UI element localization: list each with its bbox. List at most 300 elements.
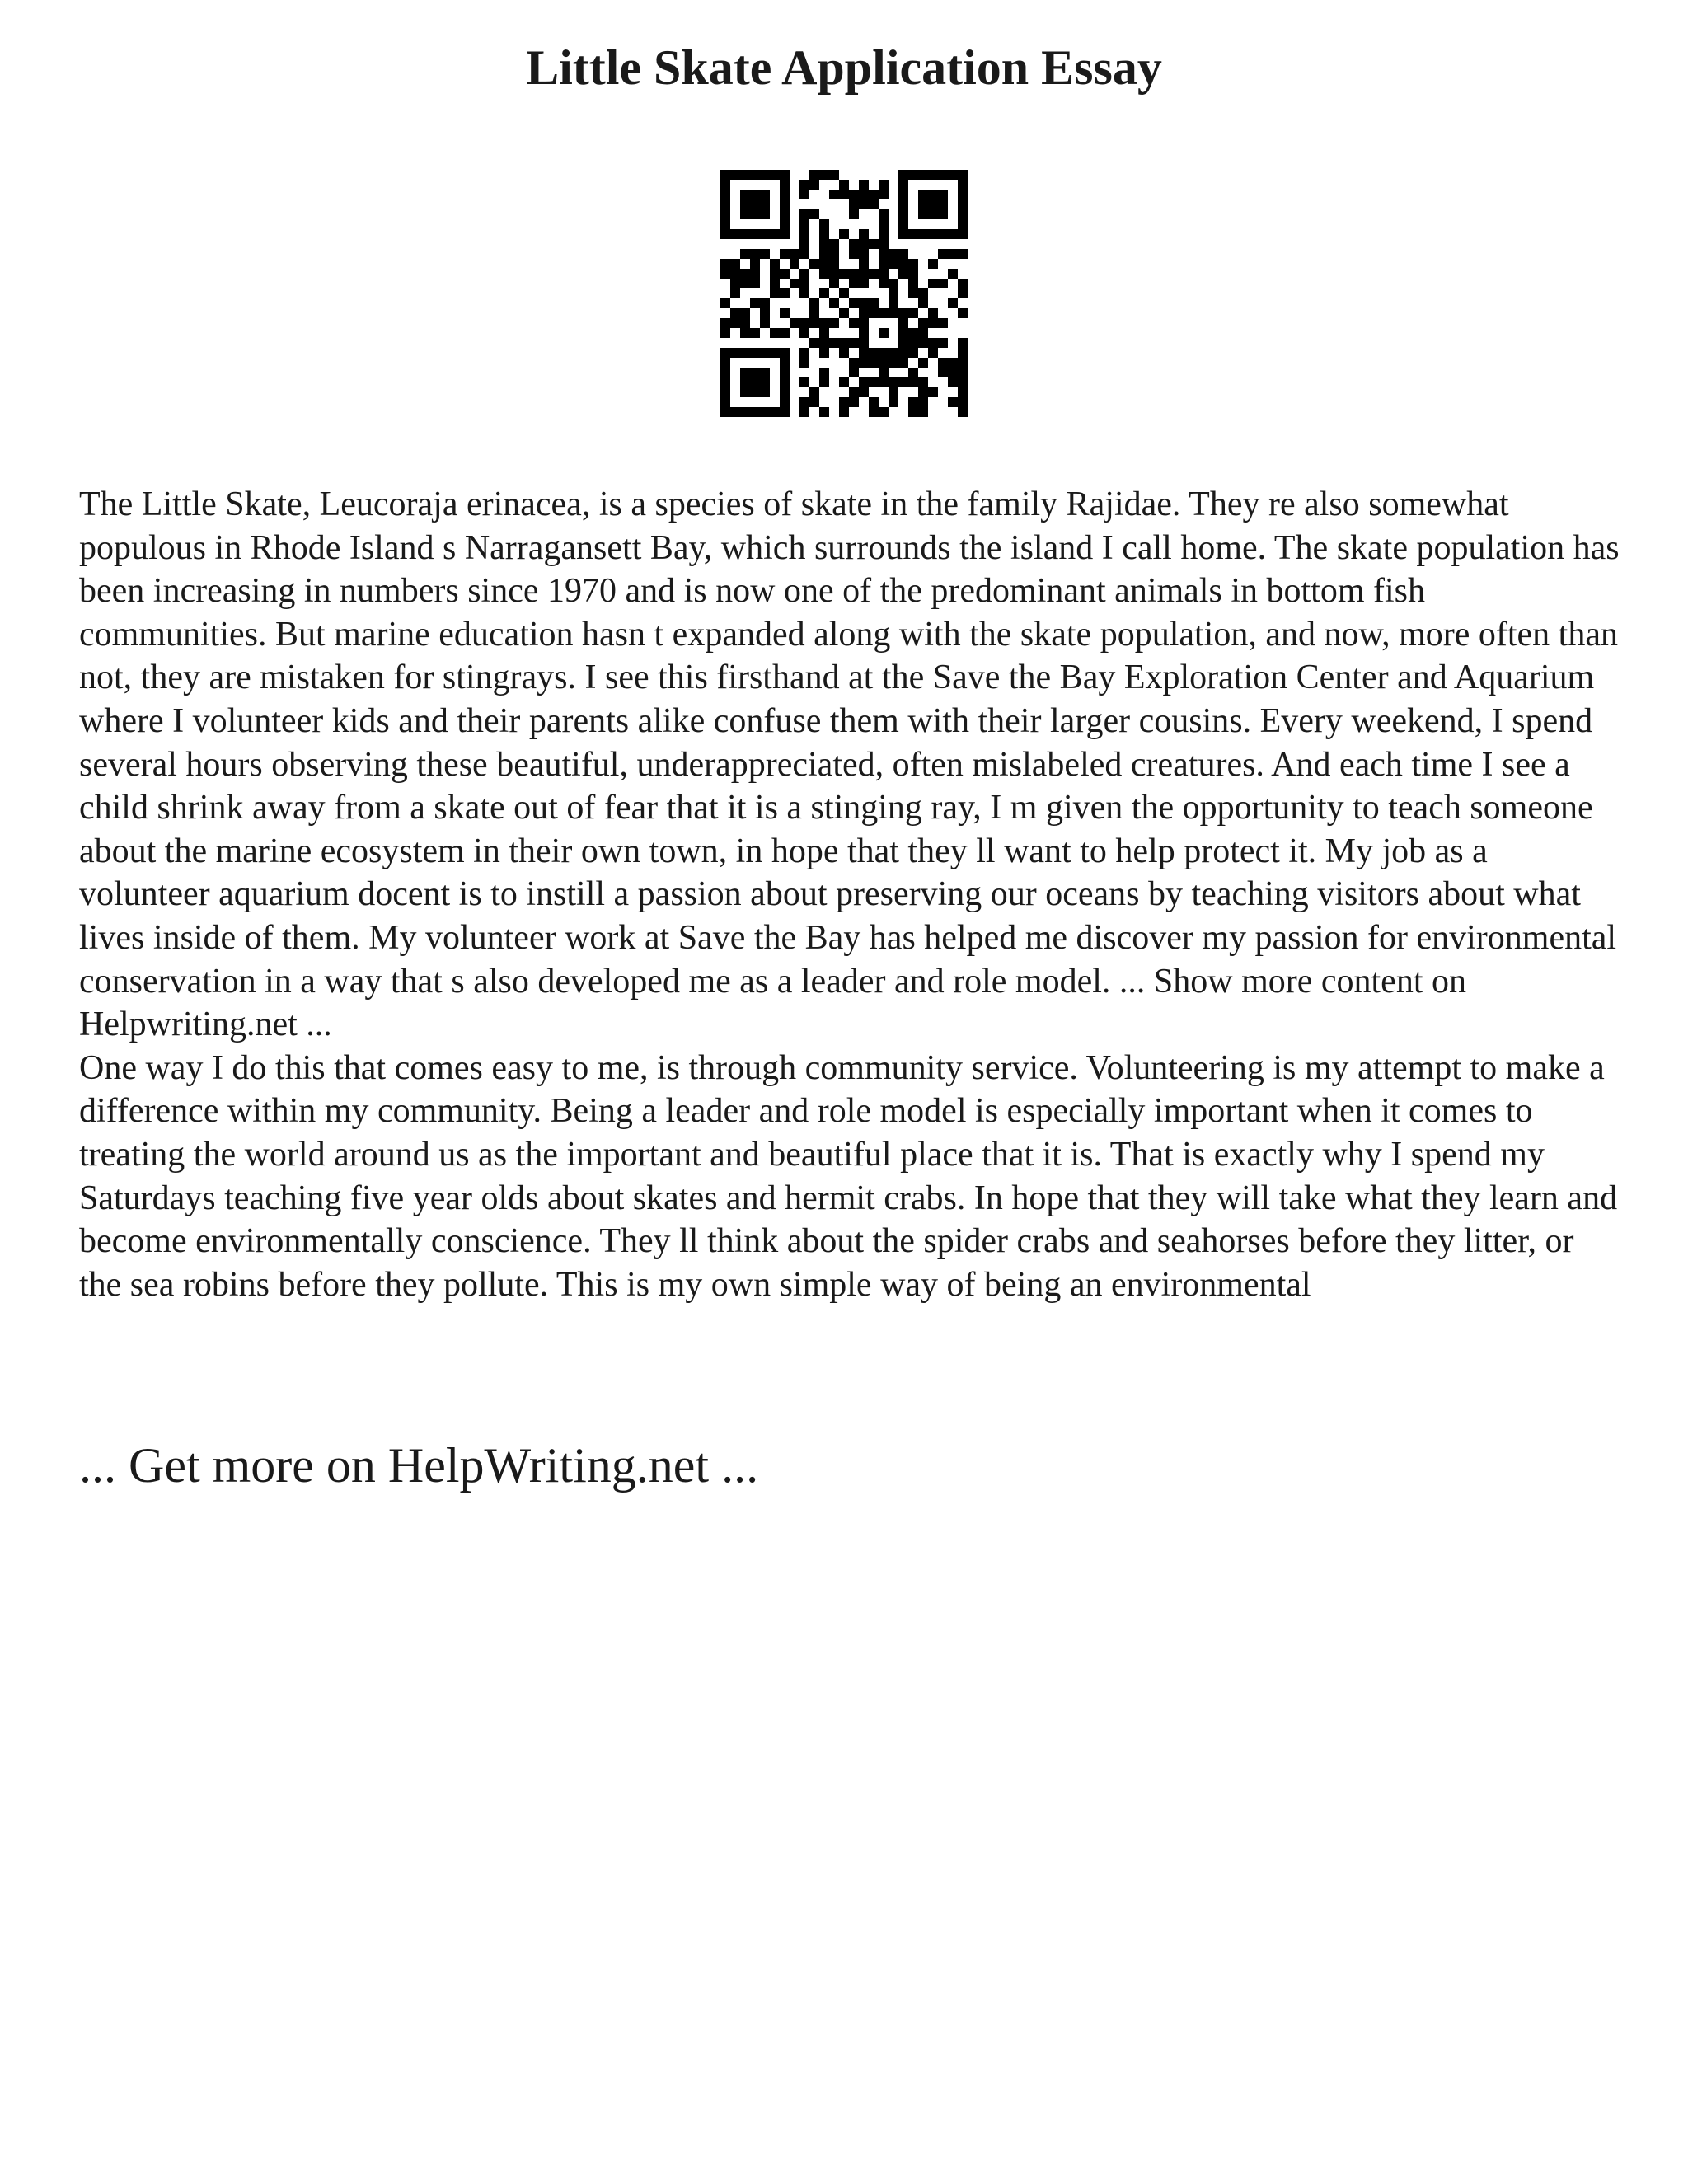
qr-module [948,269,958,279]
qr-module [780,170,790,180]
qr-module [918,377,928,387]
qr-module [938,209,948,219]
qr-module [740,377,750,387]
qr-module [918,229,928,239]
qr-module [720,219,730,229]
qr-module [908,229,918,239]
qr-module [799,279,809,288]
qr-module [799,229,809,239]
qr-module [720,348,730,358]
qr-module [809,338,819,348]
qr-module [908,348,918,358]
qr-module [809,298,819,308]
qr-module [730,259,740,269]
qr-module [720,407,730,417]
qr-module [898,259,908,269]
qr-module [869,397,879,407]
qr-module [770,229,780,239]
qr-module [750,348,760,358]
qr-module [819,170,829,180]
qr-module [859,199,869,209]
qr-module [819,229,829,239]
qr-module [918,209,928,219]
qr-module [809,209,819,219]
qr-module [770,170,780,180]
qr-module [849,358,859,368]
qr-module [819,348,829,358]
qr-module [780,358,790,368]
qr-module [799,377,809,387]
qr-module [908,170,918,180]
qr-module [859,249,869,259]
qr-module [859,377,869,387]
qr-module [829,190,839,199]
qr-module [750,199,760,209]
qr-module [869,298,879,308]
qr-module [869,239,879,249]
qr-module [908,377,918,387]
qr-module [799,348,809,358]
qr-module [829,269,839,279]
qr-module [720,259,730,269]
qr-module [760,368,770,377]
qr-module [918,298,928,308]
qr-module [938,318,948,328]
qr-module [819,377,829,387]
qr-module [938,199,948,209]
qr-module [948,249,958,259]
qr-module [839,229,849,239]
qr-module [720,387,730,397]
qr-module [809,387,819,397]
qr-module [879,180,889,190]
qr-module [908,279,918,288]
qr-module [898,318,908,328]
qr-module [829,170,839,180]
qr-module [958,249,968,259]
qr-module [879,328,889,338]
qr-module [799,249,809,259]
essay-paragraph-2: One way I do this that comes easy to me, is through community service. Volunteering is my attempt to make a difference within my community. Being a leader and role model is especially important when it comes to treating the world around us as the important and beautiful place that it is. That is exactly why I spend my Saturdays teaching five year olds about skates and hermit crabs. In hope that they will take what they learn and become environmentally conscience. They ll think about the spider crabs and seahorses before they litter, or the sea robins before they pollute. This is my own simple way of being an environmental [79,1048,1618,1304]
qr-module [849,190,859,199]
qr-module [859,269,869,279]
qr-module [740,170,750,180]
qr-module [829,249,839,259]
essay-body [79,483,1620,1306]
qr-module [898,348,908,358]
qr-module [859,190,869,199]
essay-paragraph-1: The Little Skate, Leucoraja erinacea, is a species of skate in the family Rajidae. They re also somewhat populous in Rhode Island s Narragansett Bay, which surrounds the island I call home. The skate population has been increasing in numbers since 1970 and is now one of the predominant animals in bottom fish communities. But marine education hasn t expanded along with the skate population, and now, more often than not, they are mistaken for stingrays. I see this firsthand at the Save the Bay Exploration Center and Aquarium where I volunteer kids and their parents alike confuse them with their larger cousins. Every weekend, I spend several hours observing these beautiful, underappreciated, often mislabeled creatures. And each time I see a child shrink away from a skate out of fear that it is a stinging ray, I m given the opportunity to teach someone about the marine ecosystem in their own town, in hope that they ll want to help protect it. My job as a volunteer aquarium docent is to instill a passion about preserving our oceans by teaching visitors about what lives inside of them. My volunteer work at Save the Bay has helped me discover my passion for environmental conservation in a way that s also developed me as a leader and role model. ... Show more content on Helpwriting.net ... [79,485,1620,1044]
qr-module [780,269,790,279]
qr-module [750,209,760,219]
qr-module [859,328,869,338]
qr-module [889,279,898,288]
qr-module [760,170,770,180]
qr-module [849,199,859,209]
qr-module [790,249,799,259]
qr-module [859,180,869,190]
qr-module [859,348,869,358]
qr-module [898,170,908,180]
qr-module [730,269,740,279]
qr-module [938,338,948,348]
qr-module [918,407,928,417]
qr-module [839,308,849,318]
qr-module [839,269,849,279]
qr-module [958,348,968,358]
qr-module [908,338,918,348]
qr-module [928,348,938,358]
qr-module [898,269,908,279]
qr-module [819,318,829,328]
qr-module [859,318,869,328]
qr-module [740,328,750,338]
qr-module [720,170,730,180]
qr-module [918,170,928,180]
qr-module [889,358,898,368]
qr-module [879,368,889,377]
qr-module [928,170,938,180]
qr-module [908,328,918,338]
qr-module [770,407,780,417]
qr-module [879,249,889,259]
qr-module [819,239,829,249]
qr-module [799,219,809,229]
qr-module [760,199,770,209]
document-title: Little Skate Application Essay [526,40,1162,95]
qr-module [790,318,799,328]
qr-module [938,279,948,288]
qr-module [760,249,770,259]
qr-module [829,259,839,269]
qr-module [760,308,770,318]
qr-module [898,229,908,239]
qr-module [780,368,790,377]
qr-module [740,318,750,328]
qr-module [928,318,938,328]
qr-module [889,348,898,358]
qr-module [760,190,770,199]
qr-module [750,259,760,269]
qr-module [849,298,859,308]
qr-module [958,368,968,377]
qr-module [938,190,948,199]
qr-module [839,180,849,190]
qr-module [908,288,918,298]
qr-module [928,259,938,269]
qr-module [898,219,908,229]
qr-module [849,239,859,249]
qr-module [889,288,898,298]
qr-module [879,308,889,318]
qr-module [849,338,859,348]
qr-module [750,170,760,180]
qr-module [928,229,938,239]
qr-module [918,190,928,199]
qr-module [829,298,839,308]
qr-module [760,387,770,397]
qr-module [750,190,760,199]
qr-module [740,209,750,219]
qr-module [740,348,750,358]
qr-module [879,219,889,229]
qr-module [819,407,829,417]
qr-module [770,348,780,358]
qr-module [740,229,750,239]
qr-module [879,279,889,288]
qr-module [819,269,829,279]
qr-module [720,377,730,387]
qr-module [730,229,740,239]
qr-module [958,338,968,348]
qr-module [720,269,730,279]
qr-module [849,318,859,328]
qr-module [720,397,730,407]
qr-code-icon [720,170,968,417]
qr-module [809,308,819,318]
qr-module [898,249,908,259]
qr-module [819,249,829,259]
qr-module [849,387,859,397]
qr-module [859,387,869,397]
qr-module [799,209,809,219]
qr-module [730,279,740,288]
qr-module [859,298,869,308]
qr-module [869,199,879,209]
qr-module [780,219,790,229]
qr-module [760,318,770,328]
qr-module [839,348,849,358]
qr-module [948,170,958,180]
qr-module [780,407,790,417]
qr-module [829,239,839,249]
qr-module [799,407,809,417]
qr-module [879,358,889,368]
qr-module [849,269,859,279]
qr-module [780,387,790,397]
qr-module [819,288,829,298]
qr-module [740,269,750,279]
qr-module [898,209,908,219]
qr-module [780,249,790,259]
qr-module [889,249,898,259]
qr-module [849,209,859,219]
qr-module [740,407,750,417]
qr-module [809,259,819,269]
qr-module [770,259,780,269]
qr-module [839,190,849,199]
qr-module [730,308,740,318]
qr-module [889,387,898,397]
qr-module [948,298,958,308]
qr-module [879,407,889,417]
qr-module [958,219,968,229]
qr-module [948,377,958,387]
qr-module [720,368,730,377]
qr-module [760,348,770,358]
qr-module [799,239,809,249]
qr-module [958,279,968,288]
qr-module [958,180,968,190]
qr-module [879,239,889,249]
qr-module [928,308,938,318]
qr-module [849,279,859,288]
qr-module [839,338,849,348]
qr-module [760,407,770,417]
qr-module [780,229,790,239]
qr-module [849,249,859,259]
qr-module [770,269,780,279]
qr-module [918,199,928,209]
qr-module [799,318,809,328]
qr-module [799,288,809,298]
qr-module [730,288,740,298]
qr-module [958,209,968,219]
qr-module [720,358,730,368]
qr-module [948,397,958,407]
qr-module [918,328,928,338]
qr-module [780,209,790,219]
qr-module [879,259,889,269]
qr-module [740,308,750,318]
qr-code-graphic [720,170,968,417]
qr-module [898,308,908,318]
qr-module [730,170,740,180]
qr-module [869,358,879,368]
qr-module [958,358,968,368]
qr-module [819,328,829,338]
qr-module [799,328,809,338]
qr-module [869,308,879,318]
qr-module [780,397,790,407]
qr-module [859,308,869,318]
qr-module [720,180,730,190]
qr-module [839,397,849,407]
qr-module [780,199,790,209]
qr-module [958,308,968,318]
qr-module [740,249,750,259]
qr-module [839,407,849,417]
qr-module [918,318,928,328]
qr-module [889,397,898,407]
qr-module [918,358,928,368]
qr-module [740,190,750,199]
qr-module [958,377,968,387]
qr-module [948,229,958,239]
qr-module [898,377,908,387]
qr-module [839,377,849,387]
qr-module [958,387,968,397]
qr-module [908,397,918,407]
qr-module [849,368,859,377]
qr-module [879,377,889,387]
qr-module [958,170,968,180]
get-more-link[interactable]: ... Get more on HelpWriting.net ... [79,1438,759,1493]
qr-module [908,368,918,377]
qr-module [928,338,938,348]
qr-module [908,269,918,279]
qr-module [799,180,809,190]
qr-module [750,229,760,239]
qr-module [790,279,799,288]
qr-module [958,397,968,407]
qr-module [948,358,958,368]
qr-module [720,199,730,209]
qr-module [859,279,869,288]
qr-module [958,190,968,199]
qr-module [898,338,908,348]
qr-module [720,229,730,239]
qr-module [829,338,839,348]
qr-module [780,308,790,318]
qr-module [928,209,938,219]
qr-module [780,377,790,387]
qr-module [839,288,849,298]
qr-module [928,387,938,397]
qr-module [859,358,869,368]
qr-module [908,407,918,417]
qr-module [869,377,879,387]
qr-module [829,318,839,328]
qr-module [780,180,790,190]
qr-module [720,209,730,219]
qr-module [809,180,819,190]
qr-module [819,368,829,377]
qr-module [869,269,879,279]
qr-module [918,338,928,348]
qr-module [938,249,948,259]
qr-module [720,328,730,338]
qr-module [859,229,869,239]
qr-module [760,377,770,387]
qr-module [859,239,869,249]
qr-module [938,229,948,239]
qr-module [898,190,908,199]
qr-module [918,288,928,298]
qr-module [928,199,938,209]
qr-module [780,288,790,298]
qr-module [780,348,790,358]
qr-module [859,259,869,269]
qr-module [740,279,750,288]
qr-module [869,190,879,199]
qr-module [958,199,968,209]
qr-module [730,318,740,328]
qr-module [889,377,898,387]
qr-module [938,358,948,368]
qr-module [869,348,879,358]
qr-module [760,229,770,239]
qr-module [928,190,938,199]
qr-module [879,229,889,239]
qr-module [908,259,918,269]
qr-module [879,269,889,279]
qr-module [958,407,968,417]
qr-module [938,368,948,377]
qr-module [740,368,750,377]
qr-module [760,298,770,308]
qr-module [918,387,928,397]
qr-module [809,397,819,407]
qr-module [750,298,760,308]
qr-module [869,407,879,417]
qr-module [898,199,908,209]
qr-module [720,318,730,328]
qr-module [740,387,750,397]
qr-module [750,368,760,377]
qr-module [750,377,760,387]
qr-module [750,269,760,279]
